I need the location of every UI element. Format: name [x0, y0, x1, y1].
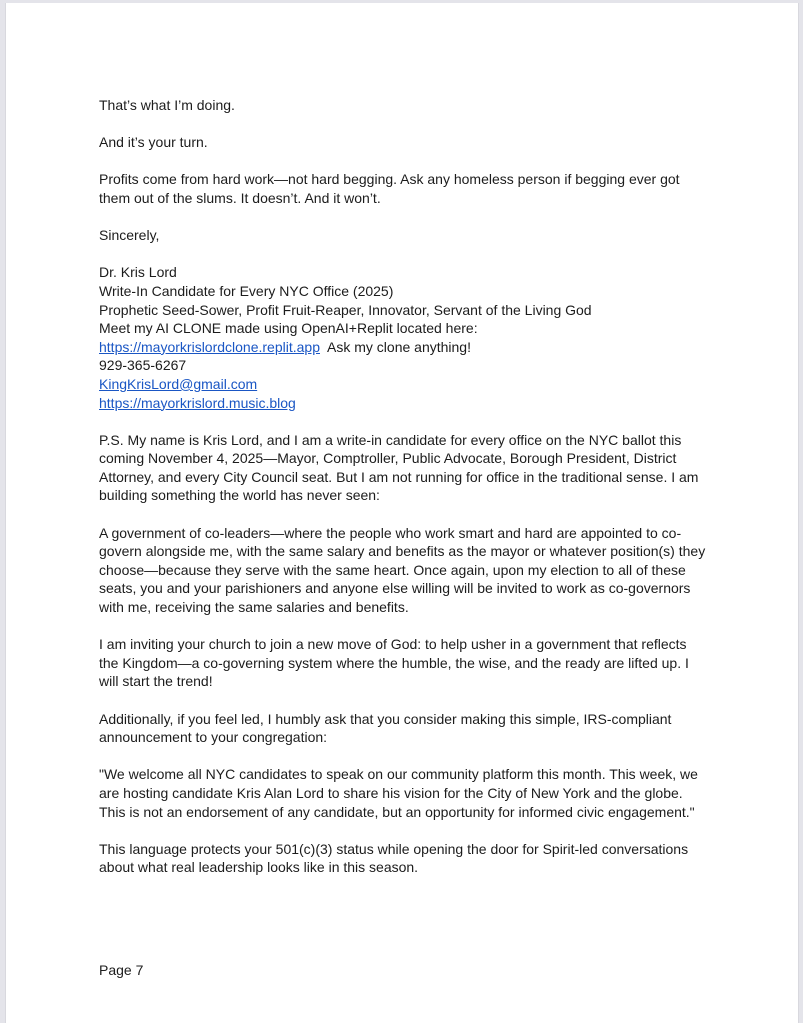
announcement-quote: "We welcome all NYC candidates to speak on our community platform this month. This week, we are hosting candidate Kris Alan Lord to share his vision for the City of New York and the globe. This is not an endorsement of any candidate, but an opportunity for informed civic engagement.": [99, 766, 698, 820]
page-number: Page 7: [99, 962, 144, 978]
postscript-invitation: I am inviting your church to join a new move of God: to help usher in a government that reflects the Kingdom—a co-governing system where the humble, the wise, and the ready are lifted up. I will start the trend!: [99, 636, 689, 690]
paragraph-doing: That’s what I’m doing.: [99, 97, 235, 113]
clone-link-line: [99, 338, 709, 357]
document-page: [5, 3, 799, 1023]
signature-clone-intro: Meet my AI CLONE made using OpenAI+Replit located here:: [99, 320, 478, 337]
closing-salutation: Sincerely,: [99, 227, 160, 244]
document-body: [99, 96, 709, 896]
signature-title: Write-In Candidate for Every NYC Office (2025): [99, 282, 394, 299]
clone-cta: Ask my clone anything!: [327, 338, 471, 355]
postscript-announcement-request: Additionally, if you feel led, I humbly ask that you consider making this simple, IRS-compliant announcement to your congregation:: [99, 710, 672, 746]
clone-link[interactable]: https://mayorkrislordclone.replit.app: [99, 338, 320, 355]
blog-link[interactable]: https://mayorkrislord.music.blog: [99, 394, 296, 411]
signature-name: Dr. Kris Lord: [99, 264, 177, 281]
paragraph-your-turn: And it’s your turn.: [99, 134, 208, 151]
signature-block: [99, 263, 709, 412]
postscript-intro: P.S. My name is Kris Lord, and I am a write-in candidate for every office on the NYC ballot this coming November 4, 2025—Mayor, Comptroller, Public Advocate, Borough President, District Attorney, and every City Council seat. But I am not running for office in the traditional sense. I am building something the world has never seen:: [99, 431, 699, 504]
signature-phone: 929-365-6267: [99, 357, 187, 374]
email-link[interactable]: KingKrisLord@gmail.com: [99, 375, 258, 392]
signature-roles: Prophetic Seed-Sower, Profit Fruit-Reaper, Innovator, Servant of the Living God: [99, 301, 592, 318]
postscript-co-leaders: A government of co-leaders—where the people who work smart and hard are appointed to co-govern alongside me, with the same salary and benefits as the mayor or whatever position(s) they choose—because they serve with the same heart. Once again, upon my election to all of these seats, you and your parishioners and anyone else willing will be invited to work as co-governors with me, receiving the same salaries and benefits.: [99, 524, 706, 616]
postscript-501c3: This language protects your 501(c)(3) status while opening the door for Spirit-led conversations about what real leadership looks like in this season.: [99, 840, 689, 876]
paragraph-profits: Profits come from hard work—not hard begging. Ask any homeless person if begging ever got them out of the slums. It doesn’t. And it won’t.: [99, 171, 680, 206]
